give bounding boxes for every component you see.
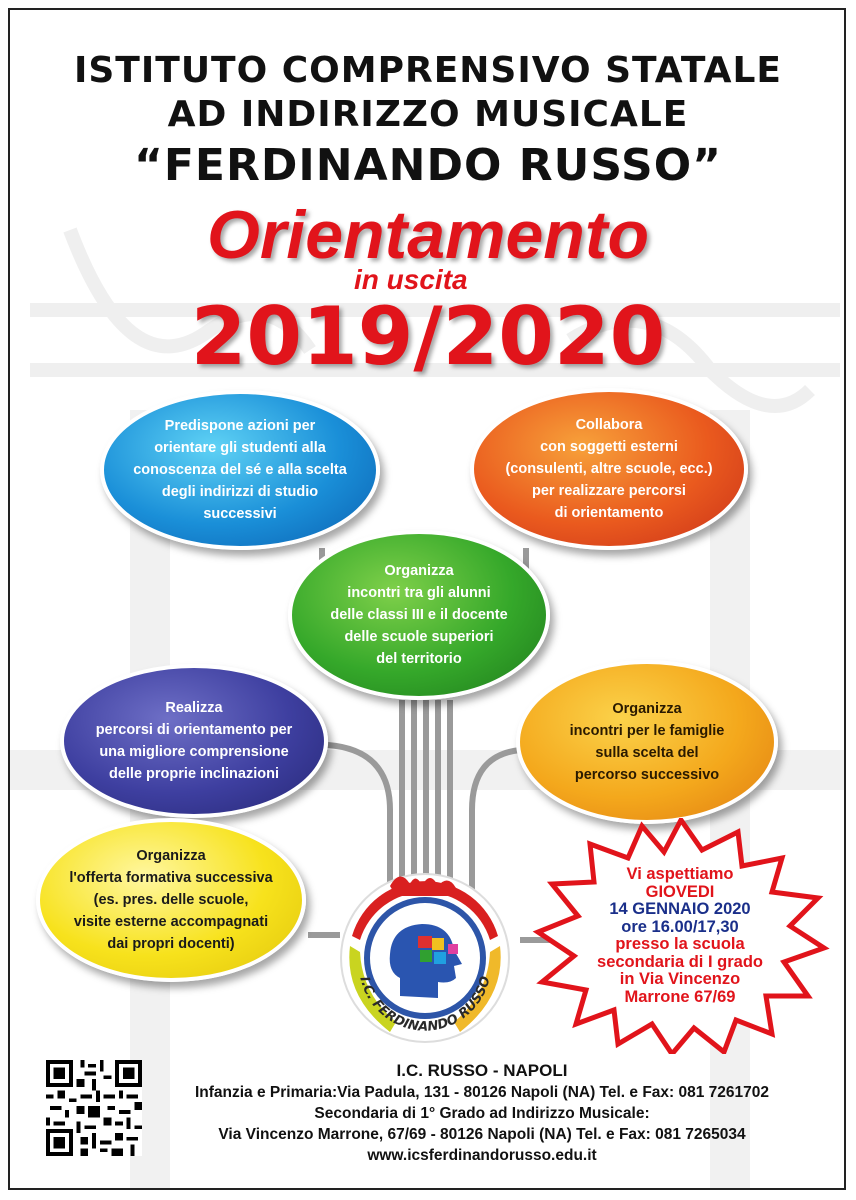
invite-line: Vi aspettiamo <box>626 865 734 883</box>
invitation-text <box>560 866 800 1006</box>
bubble-realizza-percorsi <box>60 664 328 818</box>
website-link[interactable]: www.icsferdinandorusso.edu.it <box>367 1147 597 1164</box>
invite-time: ore 16.00/17,30 <box>621 917 739 936</box>
school-specialization-heading: AD INDIRIZZO MUSICALE <box>167 94 689 135</box>
secondary-label: Secondaria di 1° Grado ad Indirizzo Musicale: <box>314 1105 650 1122</box>
invite-line: Marrone 67/69 <box>624 987 736 1006</box>
bubble-text: Realizza percorsi di orientamento per una migliore comprensione delle proprie inclinazioni <box>95 700 293 782</box>
invite-date: 14 GENNAIO 2020 <box>609 900 751 918</box>
qr-code[interactable] <box>46 1060 142 1156</box>
secondary-address: Via Vincenzo Marrone, 67/69 - 80126 Napoli (NA) Tel. e Fax: 081 7265034 <box>218 1126 746 1143</box>
bubble-offerta-formativa <box>36 818 306 982</box>
bubble-text: Organizza incontri tra gli alunni delle classi III e il docente delle scuole superiori del territorio <box>330 563 508 667</box>
bubble-text: Predispone azioni per orientare gli studenti alla conoscenza del sé e alla scelta degli indirizzi di studio successivi <box>133 418 347 522</box>
bubble-text: Organizza incontri per le famiglie sulla scelta del percorso successivo <box>569 701 725 783</box>
bubble-organizza-incontri-famiglie <box>516 660 778 824</box>
invite-line: secondaria di I grado <box>597 952 763 971</box>
school-name-heading: “FERDINANDO RUSSO” <box>133 140 723 191</box>
invite-line: in Via Vincenzo <box>619 970 741 988</box>
bubble-text: Collabora con soggetti esterni (consulenti, altre scuole, ecc.) per realizzare percorsi di orientamento <box>505 417 713 521</box>
bubble-organizza-incontri-alunni <box>288 530 550 700</box>
in-uscita-subtitle: in uscita <box>354 264 468 295</box>
logo-label: I.C. FERDINANDO RUSSO <box>356 974 494 1035</box>
institute-name: I.C. RUSSO - NAPOLI <box>396 1061 568 1080</box>
invite-line: presso la scuola <box>615 935 745 953</box>
bubble-collabora <box>470 388 748 550</box>
primary-address: Infanzia e Primaria:Via Padula, 131 - 80126 Napoli (NA) Tel. e Fax: 081 7261702 <box>194 1084 770 1101</box>
orientamento-title: Orientamento <box>206 197 650 273</box>
bubble-text: Organizza l'offerta formativa successiva (es. pres. delle scuole, visite esterne accompagnati dai propri docenti) <box>69 848 273 952</box>
invite-day: GIOVEDI <box>645 882 715 901</box>
school-year: 2019/2020 <box>190 290 666 383</box>
contact-footer <box>152 1060 812 1166</box>
school-logo <box>330 866 520 1048</box>
bubble-predispone-azioni <box>100 390 380 550</box>
school-type-heading: ISTITUTO COMPRENSIVO STATALE <box>73 50 783 91</box>
